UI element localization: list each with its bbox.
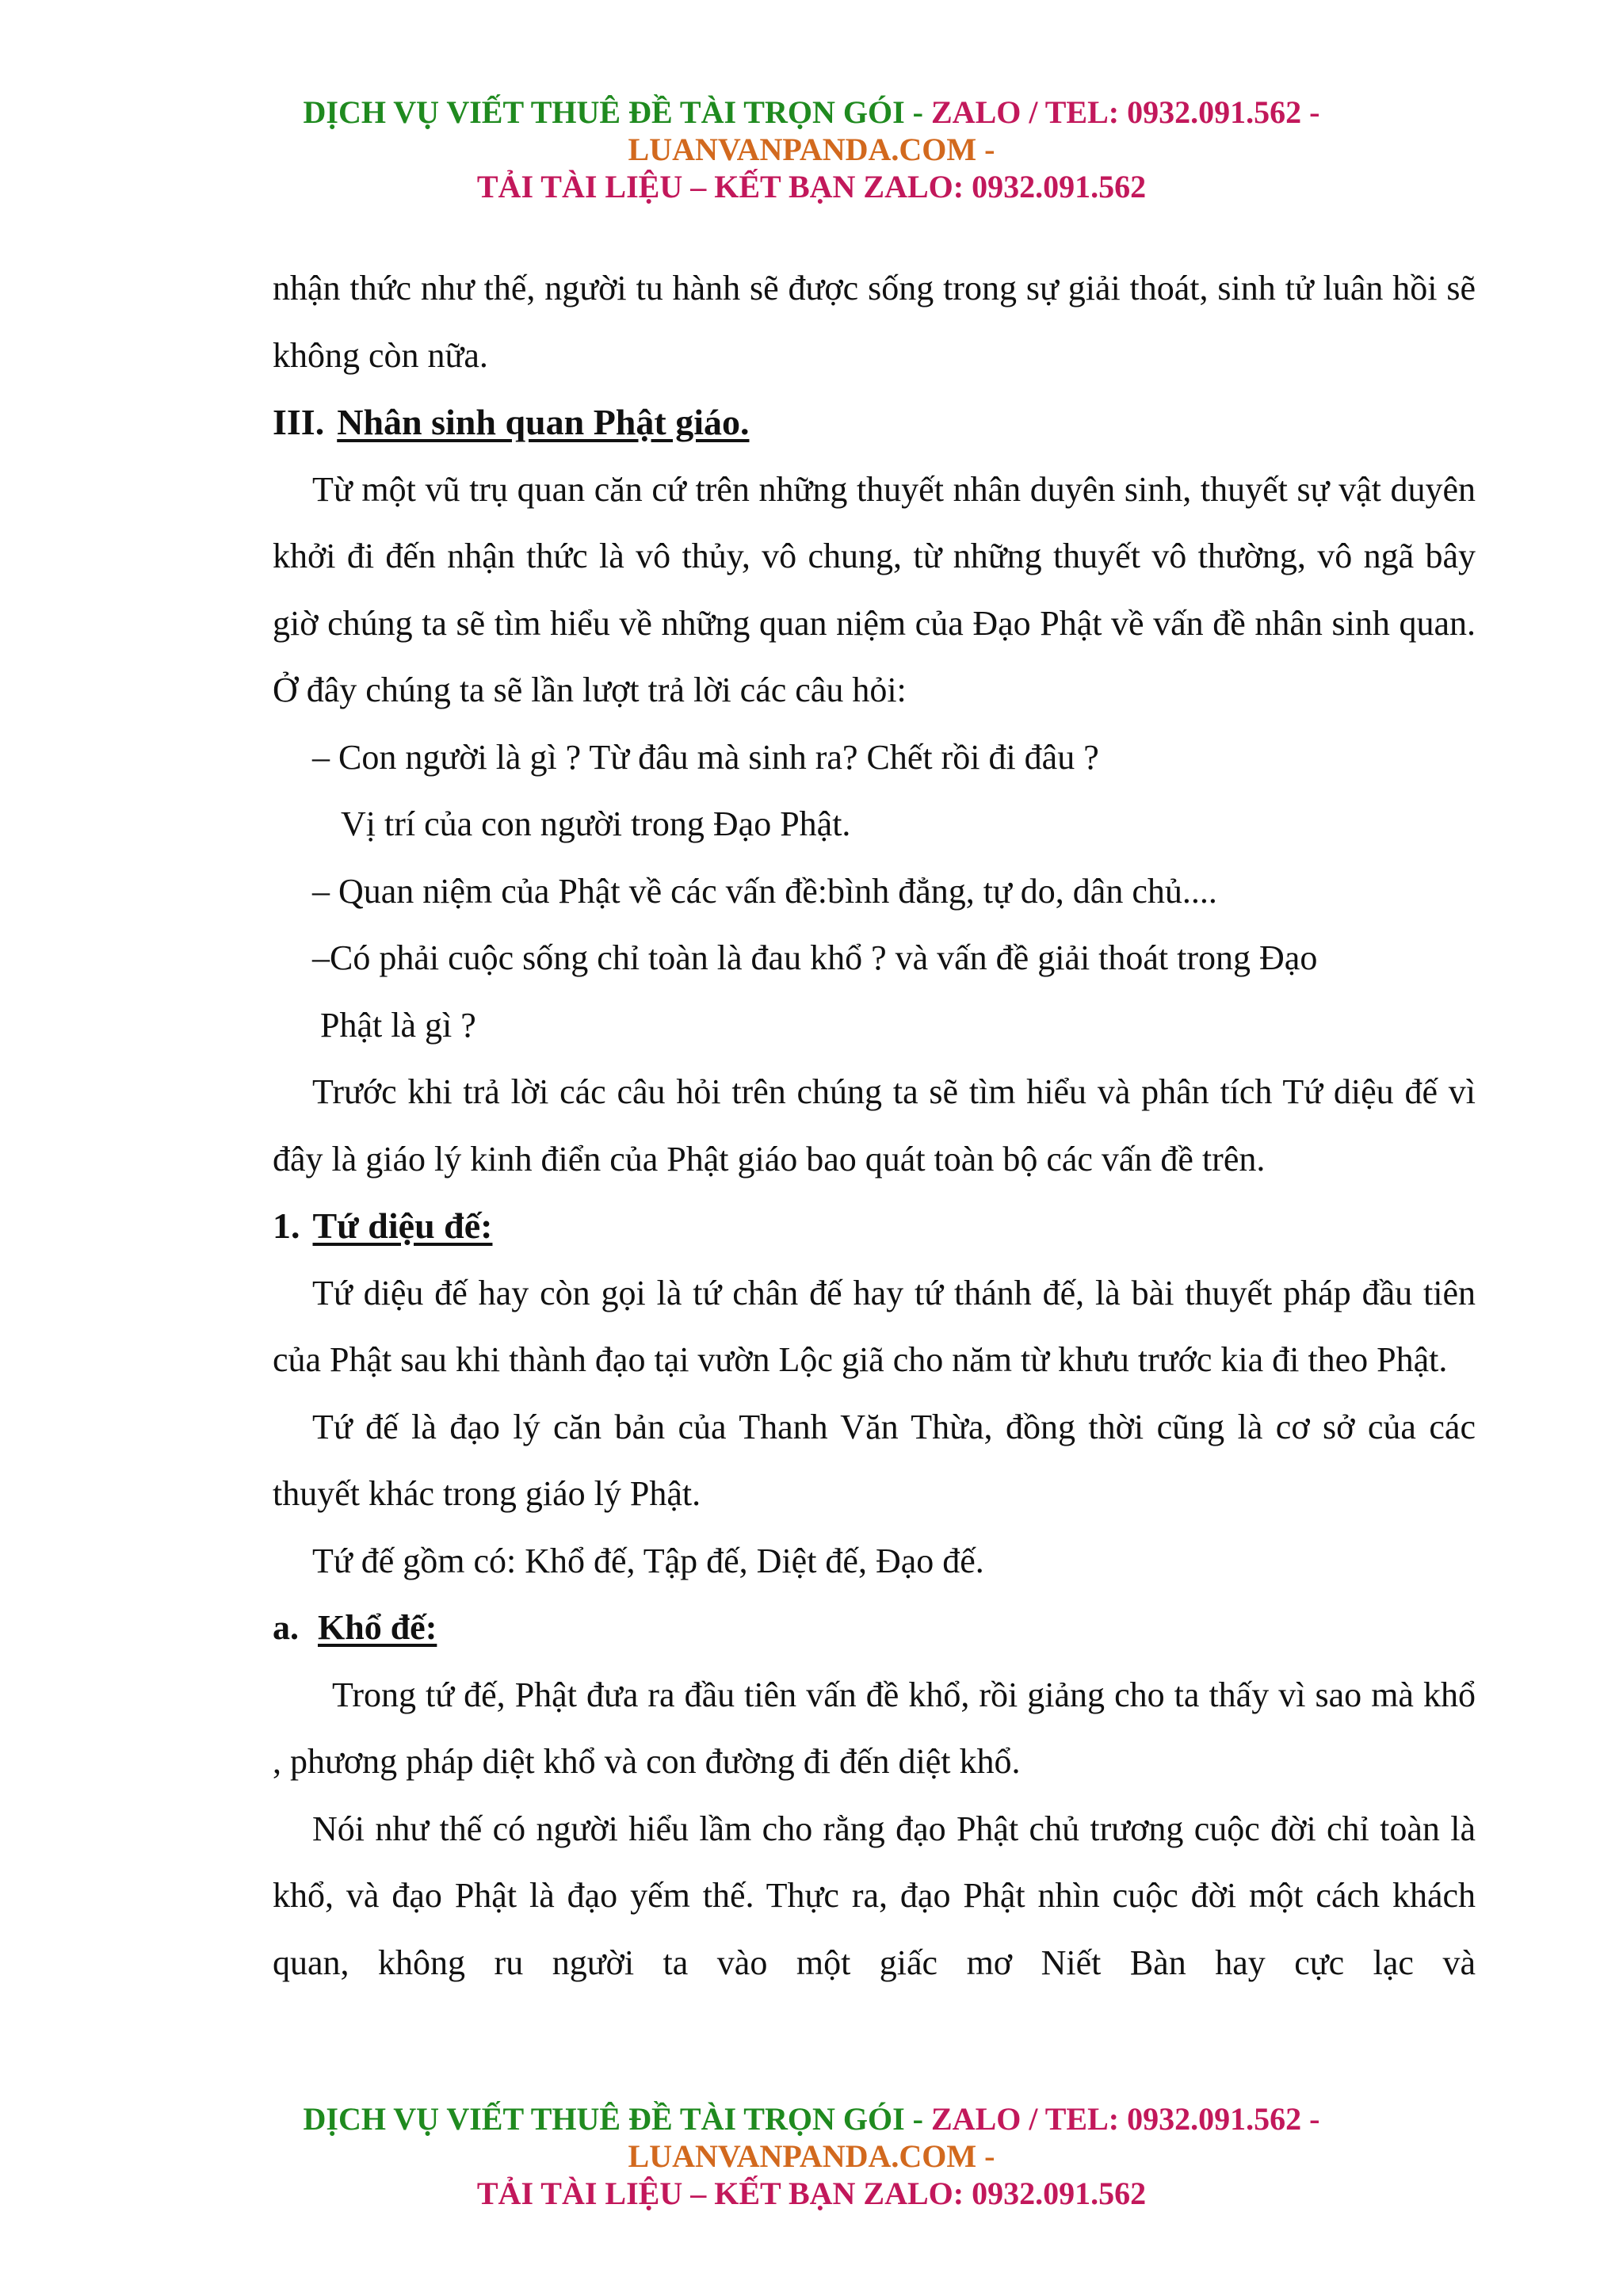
paragraph-tu-de-dao-ly: Tứ đế là đạo lý căn bản của Thanh Văn Thừa, đồng thời cũng là cơ sở của các thuyết khác trong giáo lý Phật. xyxy=(273,1407,1476,1513)
question-3-continued: Phật là gì ? xyxy=(320,1005,476,1045)
header-contact-text: ZALO / TEL: 0932.091.562 - xyxy=(931,94,1320,130)
section-heading-iii xyxy=(273,389,1476,457)
paragraph-vu-tru-quan: Từ một vũ trụ quan căn cứ trên những thuyết nhân duyên sinh, thuyết sự vật duyên khởi đi đến nhận thức là vô thủy, vô chung, từ những thuyết vô thường, vô ngã bây giờ chúng ta sẽ tìm hiểu về những quan niệm của Đạo Phật về vấn đề nhân sinh quan. Ở đây chúng ta sẽ lần lượt trả lời các câu hỏi: xyxy=(273,469,1476,709)
header-service-text: DỊCH VỤ VIẾT THUÊ ĐỀ TÀI TRỌN GÓI - xyxy=(303,94,931,130)
paragraph-trong-tu-de: Trong tứ đế, Phật đưa ra đầu tiên vấn đề khổ, rồi giảng cho ta thấy vì sao mà khổ , phương pháp diệt khổ và con đường đi đến diệt khổ. xyxy=(273,1675,1476,1781)
header-download-text: TẢI TÀI LIỆU – KẾT BẠN ZALO: 0932.091.562 xyxy=(476,169,1147,204)
footer-website-text: LUANVANPANDA.COM - xyxy=(628,2138,995,2174)
paragraph-truoc-khi: Trước khi trả lời các câu hỏi trên chúng ta sẽ tìm hiểu và phân tích Tứ diệu đế vì đây là giáo lý kinh điển của Phật giáo bao quát toàn bộ các vấn đề trên. xyxy=(273,1072,1476,1179)
question-2: – Quan niệm của Phật về các vấn đề:bình đẳng, tự do, dân chủ.... xyxy=(312,871,1217,911)
section-heading-a xyxy=(273,1595,1476,1662)
subsection-title: Tứ diệu đế: xyxy=(312,1205,493,1246)
section-number: III. xyxy=(273,402,325,442)
footer-line-1 xyxy=(0,2100,1623,2137)
item-letter: a. xyxy=(273,1608,299,1647)
paragraph-noi-nhu-the: Nói như thế có người hiểu lầm cho rằng đạo Phật chủ trương cuộc đời chỉ toàn là khổ, và đạo Phật là đạo yếm thế. Thực ra, đạo Phật nhìn cuộc đời một cách khách quan, không ru người ta vào một giấc mơ Niết Bàn hay cực lạc và xyxy=(273,1809,1476,1982)
footer-contact-text: ZALO / TEL: 0932.091.562 - xyxy=(931,2101,1320,2137)
subsection-number: 1. xyxy=(273,1205,300,1246)
paragraph-tu-dieu-de: Tứ diệu đế hay còn gọi là tứ chân đế hay tứ thánh đế, là bài thuyết pháp đầu tiên của Phật sau khi thành đạo tại vườn Lộc giã cho năm từ khưu trước kia đi theo Phật. xyxy=(273,1273,1476,1379)
section-title: Nhân sinh quan Phật giáo. xyxy=(337,402,750,442)
paragraph-intro: nhận thức như thế, người tu hành sẽ được sống trong sự giải thoát, sinh tử luân hồi sẽ không còn nữa. xyxy=(273,269,1476,375)
question-3: –Có phải cuộc sống chỉ toàn là đau khổ ? và vấn đề giải thoát trong Đạo xyxy=(312,938,1318,977)
header-website-text: LUANVANPANDA.COM - xyxy=(628,132,995,167)
document-body xyxy=(273,255,1476,1996)
header-line-1 xyxy=(0,94,1623,131)
item-title: Khổ đế: xyxy=(318,1608,437,1647)
section-heading-1 xyxy=(273,1193,1476,1260)
paragraph-tu-de-gom: Tứ đế gồm có: Khổ đế, Tập đế, Diệt đế, Đạo đế. xyxy=(312,1541,984,1580)
footer-download-text: TẢI TÀI LIỆU – KẾT BẠN ZALO: 0932.091.562 xyxy=(476,2176,1147,2211)
question-1: – Con người là gì ? Từ đâu mà sinh ra? Chết rồi đi đâu ? xyxy=(312,737,1099,777)
footer-service-text: DỊCH VỤ VIẾT THUÊ ĐỀ TÀI TRỌN GÓI - xyxy=(303,2101,931,2137)
page-header-banner xyxy=(0,94,1623,205)
page-footer-banner xyxy=(0,2100,1623,2212)
question-1-continued: Vị trí của con người trong Đạo Phật. xyxy=(341,804,851,843)
